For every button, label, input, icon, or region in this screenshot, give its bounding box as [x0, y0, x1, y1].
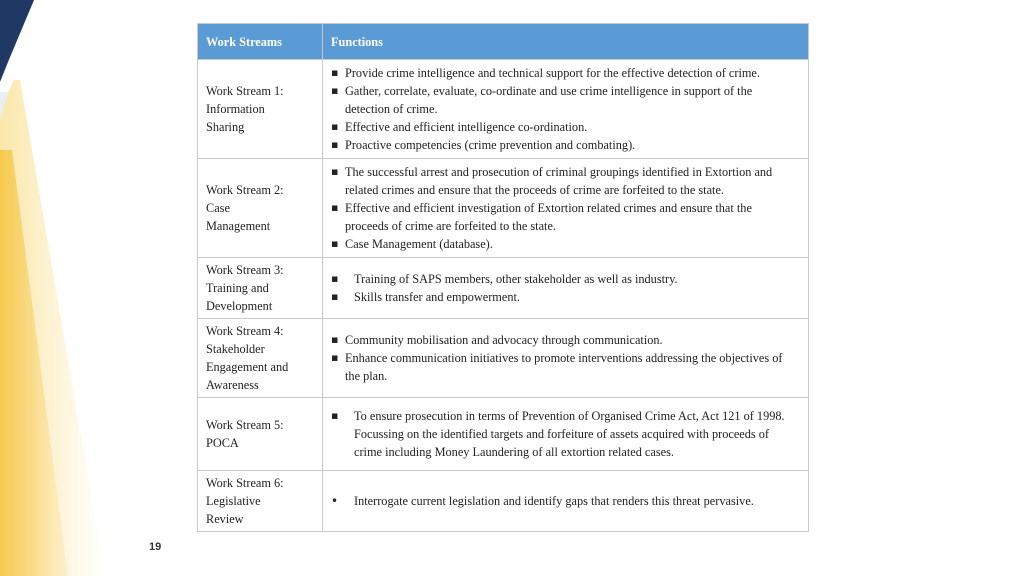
- table-row: [198, 398, 809, 471]
- stream-line: Work Stream 5:: [206, 418, 284, 432]
- header-work-streams: Work Streams: [198, 24, 323, 60]
- stream-line: Work Stream 6:: [206, 476, 284, 490]
- table-row: [198, 319, 809, 398]
- function-item: ▪ Effective and efficient investigation of Extortion related crimes and ensure that the proceeds of crime are forfeited to the state.: [331, 199, 798, 235]
- page-number: 19: [149, 541, 162, 553]
- functions-cell: [323, 60, 809, 159]
- stream-line: Engagement and: [206, 360, 289, 374]
- function-item: ▪ Community mobilisation and advocacy through communication.: [331, 331, 798, 349]
- table-row: [198, 60, 809, 159]
- function-item: ▪ Enhance communication initiatives to promote interventions addressing the objectives of the plan.: [331, 349, 798, 385]
- stream-cell: [198, 319, 323, 398]
- stream-line: Work Stream 3:: [206, 263, 284, 277]
- work-streams-table: [197, 23, 809, 532]
- header-functions: Functions: [323, 24, 809, 60]
- function-item: ▪ The successful arrest and prosecution of criminal groupings identified in Extortion and related crimes and ensure that the proceeds of crime are forfeited to the state.: [331, 163, 798, 199]
- function-item: ▪ Training of SAPS members, other stakeholder as well as industry.: [331, 270, 798, 288]
- function-item: ▪ Effective and efficient intelligence co-ordination.: [331, 118, 798, 136]
- stream-cell: [198, 60, 323, 159]
- stream-cell: [198, 398, 323, 471]
- function-item: ▪ Case Management (database).: [331, 235, 798, 253]
- stream-line: Development: [206, 299, 273, 313]
- stream-cell: [198, 159, 323, 258]
- stream-line: Stakeholder: [206, 342, 265, 356]
- function-item: ▪ To ensure prosecution in terms of Prevention of Organised Crime Act, Act 121 of 1998. Focussing on the identified targets and forfeiture of assets acquired with proceeds of crime including Money Laundering of all extortion related cases.: [331, 407, 798, 461]
- function-item: • Interrogate current legislation and identify gaps that renders this threat pervasive.: [331, 492, 798, 510]
- function-item: ▪ Provide crime intelligence and technical support for the effective detection of crime.: [331, 64, 798, 82]
- stream-line: Management: [206, 219, 271, 233]
- stream-line: Work Stream 4:: [206, 324, 284, 338]
- stream-line: POCA: [206, 436, 239, 450]
- table-header-row: [198, 24, 809, 60]
- stream-line: Training and: [206, 281, 269, 295]
- stream-cell: [198, 258, 323, 319]
- functions-cell: [323, 258, 809, 319]
- stream-line: Work Stream 2:: [206, 183, 284, 197]
- stream-line: Information: [206, 102, 265, 116]
- functions-cell: [323, 319, 809, 398]
- table-row: [198, 258, 809, 319]
- functions-cell: [323, 398, 809, 471]
- decorative-side-banner: [0, 0, 140, 576]
- stream-line: Case: [206, 201, 230, 215]
- stream-line: Sharing: [206, 120, 245, 134]
- stream-line: Awareness: [206, 378, 259, 392]
- stream-cell: [198, 471, 323, 532]
- functions-cell: [323, 159, 809, 258]
- stream-line: Review: [206, 512, 244, 526]
- function-item: ▪ Skills transfer and empowerment.: [331, 288, 798, 306]
- functions-cell: [323, 471, 809, 532]
- stream-line: Legislative: [206, 494, 261, 508]
- table-row: [198, 159, 809, 258]
- function-item: ▪ Proactive competencies (crime prevention and combating).: [331, 136, 798, 154]
- table-row: [198, 471, 809, 532]
- function-item: ▪ Gather, correlate, evaluate, co-ordinate and use crime intelligence in support of the detection of crime.: [331, 82, 798, 118]
- stream-line: Work Stream 1:: [206, 84, 284, 98]
